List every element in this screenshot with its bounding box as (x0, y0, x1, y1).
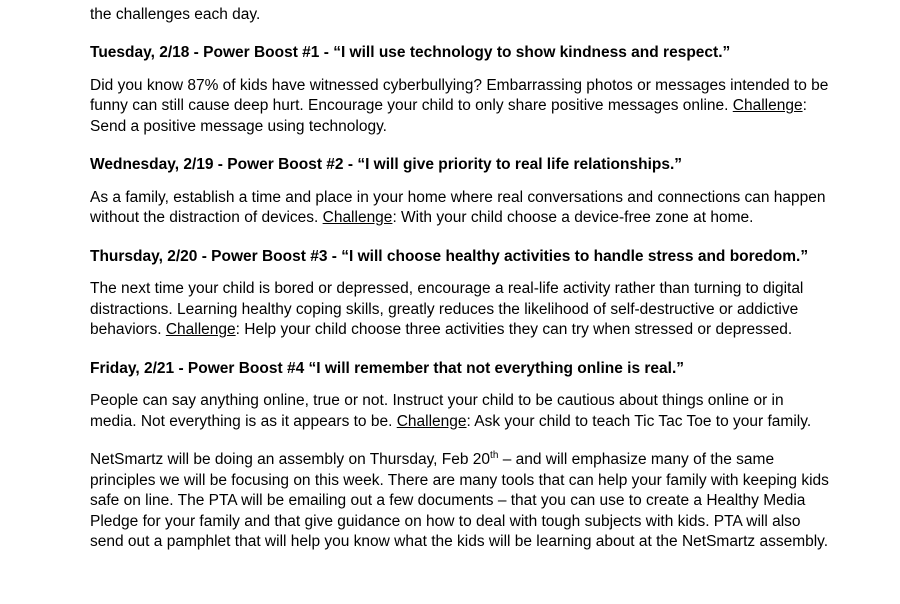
closing-paragraph: NetSmartz will be doing an assembly on Thursday, Feb 20th – and will emphasize many of the same principles we will be focusing on this week. There are many tools that can help your family with keeping kids safe on line. The PTA will be emailing out a few documents – that you can use to create a Healthy Media Pledge for your family and that give guidance on how to deal with tough subjects with kids. PTA will also send out a pamphlet that will help you know what the kids will be learning about at the NetSmartz assembly. (90, 449, 829, 550)
challenge-label: Challenge (732, 97, 803, 114)
section-heading: Wednesday, 2/19 - Power Boost #2 - “I will give priority to real life relationships.” (90, 156, 683, 173)
section-body: Did you know 87% of kids have witnessed cyberbullying? Embarrassing photos or messages intended to be funny can still cause deep hurt. Encourage your child to only share positive messages online. Challenge: Send a positive message using technology. (90, 76, 829, 135)
challenge-label: Challenge (322, 209, 393, 226)
section-heading: Tuesday, 2/18 - Power Boost #1 - “I will use technology to show kindness and respect.” (90, 44, 731, 61)
intro-line: the challenges each day. (90, 5, 261, 23)
challenge-label: Challenge (396, 412, 467, 430)
section-thursday (90, 247, 830, 341)
section-body: The next time your child is bored or depressed, encourage a real-life activity rather than turning to digital distractions. Learning healthy coping skills, greatly reduces the likelihood of self-destructive or addictive behaviors. Challenge: Help your child choose three activities they can try when stressed or depressed. (90, 280, 804, 338)
challenge-label: Challenge (165, 321, 236, 338)
document-page (90, 0, 830, 553)
section-wednesday (90, 155, 830, 229)
section-tuesday (90, 43, 830, 137)
section-friday (90, 359, 830, 433)
section-heading: Friday, 2/21 - Power Boost #4 “I will remember that not everything online is real.” (90, 359, 685, 377)
section-body: People can say anything online, true or not. Instruct your child to be cautious about things online or in media. Not everything is as it appears to be. Challenge: Ask your child to teach Tic Tac Toe to your family. (90, 392, 812, 430)
section-body: As a family, establish a time and place in your home where real conversations and connections can happen without the distraction of devices. Challenge: With your child choose a device-free zone at home. (90, 188, 826, 226)
section-heading: Thursday, 2/20 - Power Boost #3 - “I will choose healthy activities to handle stress and boredom.” (90, 247, 809, 265)
